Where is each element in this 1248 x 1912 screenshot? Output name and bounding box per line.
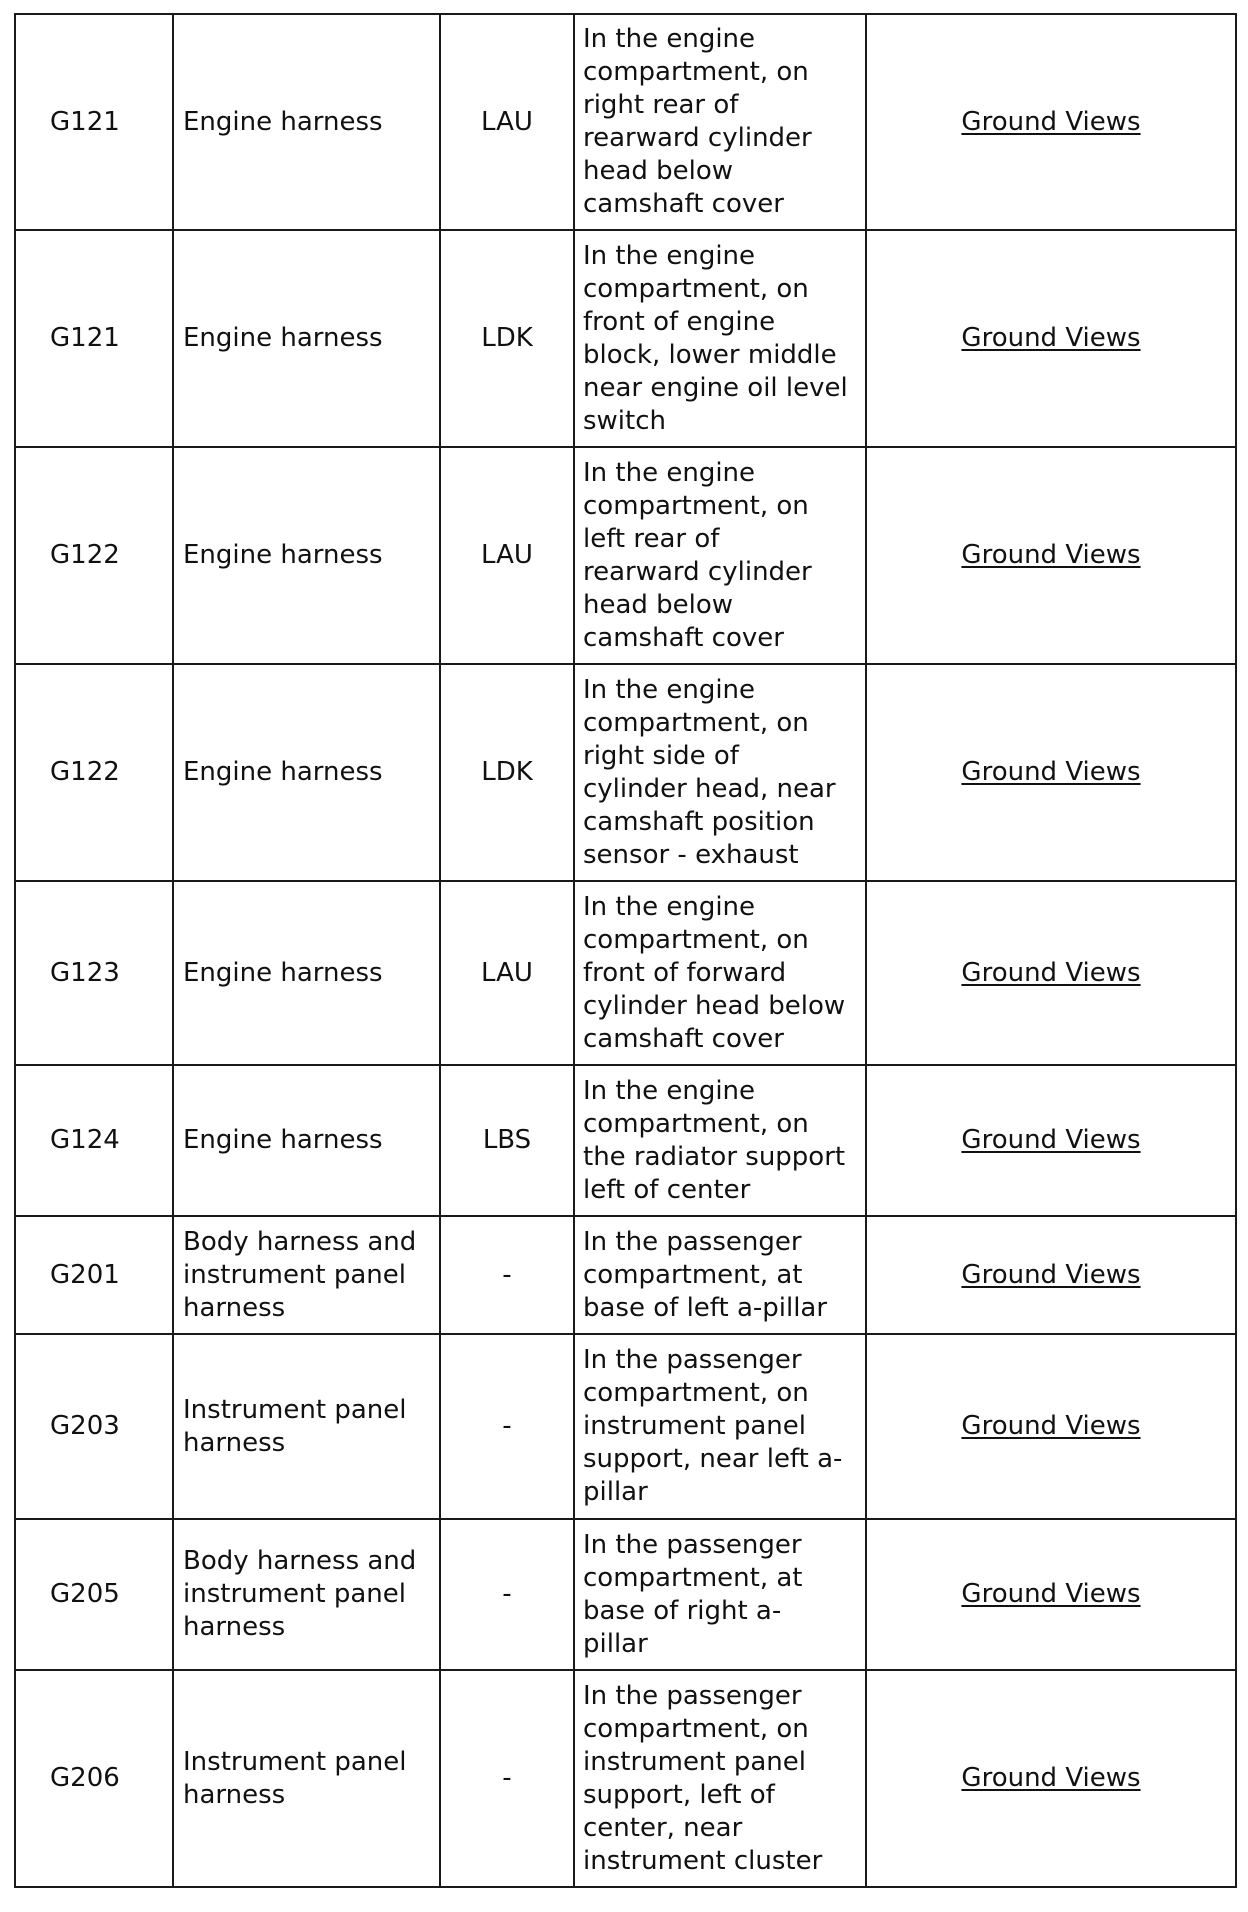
ground-id-cell: G124 [15, 1065, 173, 1216]
ground-views-link[interactable]: Ground Views [961, 957, 1141, 988]
ground-views-link[interactable]: Ground Views [961, 106, 1141, 137]
option-cell: LAU [440, 881, 574, 1065]
ground-id-cell: G201 [15, 1216, 173, 1334]
option-cell: LDK [440, 664, 574, 881]
ground-locations-table-container [14, 13, 1237, 1888]
ground-id-cell: G121 [15, 14, 173, 230]
ground-views-link[interactable]: Ground Views [961, 323, 1141, 353]
ground-id-cell: G122 [15, 447, 173, 664]
views-cell [866, 1334, 1236, 1519]
ground-locations-table [14, 13, 1237, 1888]
ground-id-cell: G121 [15, 230, 173, 447]
option-cell: LAU [440, 14, 574, 230]
location-cell: In the engine compartment, on front of engine block, lower middle near engine oil level switch [574, 230, 866, 447]
ground-views-link[interactable]: Ground Views [961, 540, 1141, 570]
views-cell [866, 1670, 1236, 1887]
harness-cell: Body harness and instrument panel harness [173, 1216, 440, 1334]
harness-cell: Body harness and instrument panel harness [173, 1519, 440, 1670]
views-cell [866, 1519, 1236, 1670]
table-row [15, 1334, 1236, 1519]
ground-id-cell: G203 [15, 1334, 173, 1519]
table-row [15, 14, 1236, 230]
ground-views-link[interactable]: Ground Views [961, 1125, 1141, 1155]
views-cell [866, 230, 1236, 447]
location-cell: In the engine compartment, on right side of cylinder head, near camshaft position sensor - exhaust [574, 664, 866, 881]
table-row [15, 1065, 1236, 1216]
option-cell: LDK [440, 230, 574, 447]
harness-cell: Engine harness [173, 230, 440, 447]
ground-views-link[interactable]: Ground Views [961, 1579, 1141, 1609]
location-cell: In the passenger compartment, on instrument panel support, left of center, near instrument cluster [574, 1670, 866, 1887]
location-cell: In the engine compartment, on the radiator support left of center [574, 1065, 866, 1216]
harness-cell: Instrument panel harness [173, 1670, 440, 1887]
option-cell: - [440, 1519, 574, 1670]
option-cell: - [440, 1670, 574, 1887]
views-cell [866, 881, 1236, 1065]
location-cell: In the engine compartment, on front of forward cylinder head below camshaft cover [574, 881, 866, 1065]
option-cell: LAU [440, 447, 574, 664]
table-row [15, 664, 1236, 881]
location-cell: In the engine compartment, on left rear of rearward cylinder head below camshaft cover [574, 447, 866, 664]
table-row [15, 1670, 1236, 1887]
option-cell: - [440, 1216, 574, 1334]
ground-id-cell: G122 [15, 664, 173, 881]
table-row [15, 230, 1236, 447]
harness-cell: Engine harness [173, 14, 440, 230]
harness-cell: Engine harness [173, 664, 440, 881]
harness-cell: Engine harness [173, 881, 440, 1065]
option-cell: - [440, 1334, 574, 1519]
views-cell [866, 14, 1236, 230]
harness-cell: Instrument panel harness [173, 1334, 440, 1519]
ground-id-cell: G206 [15, 1670, 173, 1887]
table-row [15, 447, 1236, 664]
ground-id-cell: G123 [15, 881, 173, 1065]
location-cell: In the passenger compartment, at base of right a- pillar [574, 1519, 866, 1670]
location-cell: In the passenger compartment, on instrument panel support, near left a- pillar [574, 1334, 866, 1519]
table-row [15, 1216, 1236, 1334]
ground-views-link[interactable]: Ground Views [961, 1763, 1141, 1793]
location-cell: In the engine compartment, on right rear of rearward cylinder head below camshaft cover [574, 14, 866, 230]
location-cell: In the passenger compartment, at base of left a-pillar [574, 1216, 866, 1334]
harness-cell: Engine harness [173, 447, 440, 664]
views-cell [866, 447, 1236, 664]
ground-views-link[interactable]: Ground Views [961, 757, 1141, 787]
option-cell: LBS [440, 1065, 574, 1216]
views-cell [866, 1065, 1236, 1216]
table-row [15, 881, 1236, 1065]
views-cell [866, 664, 1236, 881]
harness-cell: Engine harness [173, 1065, 440, 1216]
ground-views-link[interactable]: Ground Views [961, 1411, 1141, 1441]
table-row [15, 1519, 1236, 1670]
ground-views-link[interactable]: Ground Views [961, 1259, 1141, 1290]
ground-id-cell: G205 [15, 1519, 173, 1670]
views-cell [866, 1216, 1236, 1334]
